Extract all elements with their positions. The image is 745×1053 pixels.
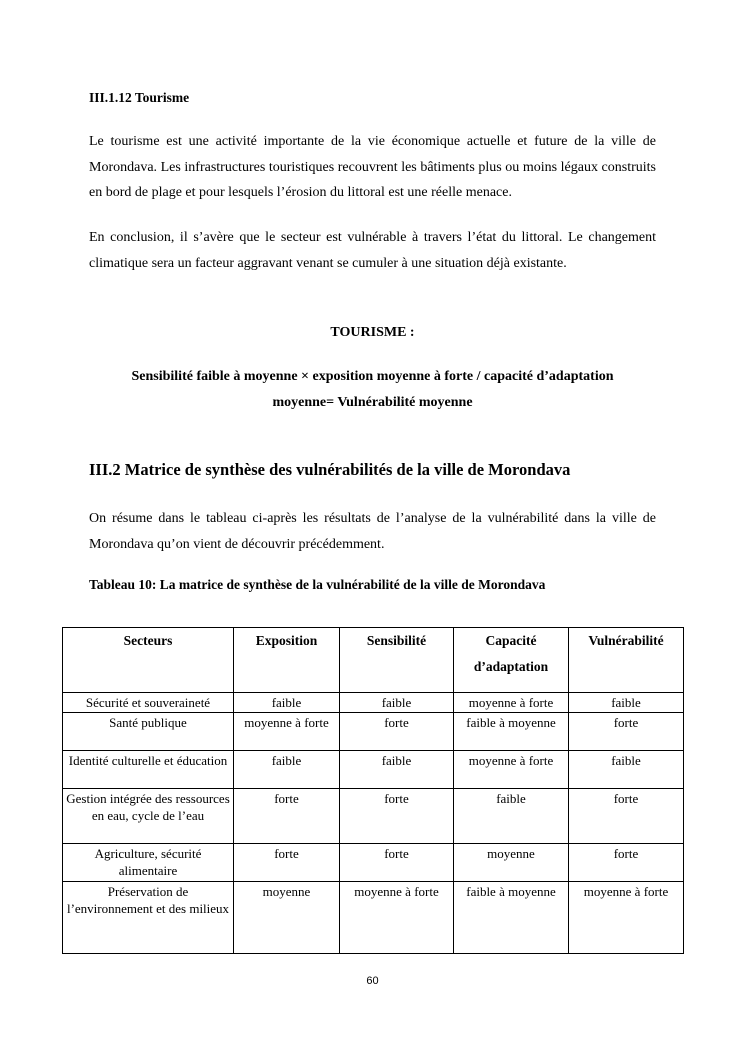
table-header-row [63, 628, 684, 693]
table-cell: faible [454, 789, 569, 844]
page-number: 60 [366, 975, 379, 987]
table-cell: moyenne [234, 882, 340, 954]
table-cell: forte [340, 789, 454, 844]
vulnerability-matrix-table [62, 627, 684, 954]
main-heading: III.2 Matrice de synthèse des vulnérabilités de la ville de Morondava [89, 460, 571, 479]
table-cell: Identité culturelle et éducation [63, 751, 234, 789]
summary-formula [89, 364, 656, 416]
table-cell: forte [234, 844, 340, 882]
header-cell: Sensibilité [340, 628, 454, 693]
table-cell: forte [569, 844, 684, 882]
table-cell: faible [234, 693, 340, 713]
table-row [63, 789, 684, 844]
table-cell: faible [569, 693, 684, 713]
summary-formula-line1: Sensibilité faible à moyenne × exposition moyenne à forte / capacité d’adaptation [131, 369, 614, 384]
table-cell: Gestion intégrée des ressources en eau, cycle de l’eau [63, 789, 234, 844]
table-cell: forte [340, 844, 454, 882]
table-cell: faible [569, 751, 684, 789]
intro-paragraph: On résume dans le tableau ci-après les résultats de l’analyse de la vulnérabilité dans la ville de Morondava qu’on vient de découvrir précédemment. [89, 511, 656, 552]
table-cell: moyenne à forte [340, 882, 454, 954]
summary-title: TOURISME : [330, 325, 415, 340]
header-cell: Capacité d’adaptation [454, 628, 569, 693]
table-cell: forte [569, 713, 684, 751]
tourism-paragraph: Le tourisme est une activité importante de la vie économique actuelle et future de la ville de Morondava. Les infrastructures touristiques recouvrent les bâtiments plus ou moins légaux construits en bord de plage et pour lesquels l’érosion du littoral est une réelle menace. [89, 134, 656, 200]
header-cell: Vulnérabilité [569, 628, 684, 693]
table-cell: faible [340, 693, 454, 713]
table-cell: Sécurité et souveraineté [63, 693, 234, 713]
table-cell: faible [340, 751, 454, 789]
conclusion-paragraph: En conclusion, il s’avère que le secteur est vulnérable à travers l’état du littoral. Le changement climatique sera un facteur aggravant venant se cumuler à une situation déjà existante. [89, 230, 656, 271]
table-cell: Agriculture, sécurité alimentaire [63, 844, 234, 882]
table-cell: moyenne à forte [454, 751, 569, 789]
table-row [63, 713, 684, 751]
table-cell: moyenne à forte [569, 882, 684, 954]
table-row [63, 844, 684, 882]
table-cell: faible [234, 751, 340, 789]
header-cell: Exposition [234, 628, 340, 693]
table-cell: faible à moyenne [454, 713, 569, 751]
table-caption: Tableau 10: La matrice de synthèse de la vulnérabilité de la ville de Morondava [89, 577, 546, 592]
table-cell: moyenne à forte [234, 713, 340, 751]
summary-formula-line2: moyenne= Vulnérabilité moyenne [272, 395, 473, 410]
table-cell: moyenne [454, 844, 569, 882]
table-cell: faible à moyenne [454, 882, 569, 954]
table-cell: forte [569, 789, 684, 844]
table-cell: moyenne à forte [454, 693, 569, 713]
table-cell: forte [340, 713, 454, 751]
header-cell: Secteurs [63, 628, 234, 693]
table-cell: forte [234, 789, 340, 844]
table-row [63, 693, 684, 713]
table-cell: Préservation de l’environnement et des milieux [63, 882, 234, 954]
table-row [63, 882, 684, 954]
section-heading: III.1.12 Tourisme [89, 90, 190, 105]
table-cell: Santé publique [63, 713, 234, 751]
table-row [63, 751, 684, 789]
